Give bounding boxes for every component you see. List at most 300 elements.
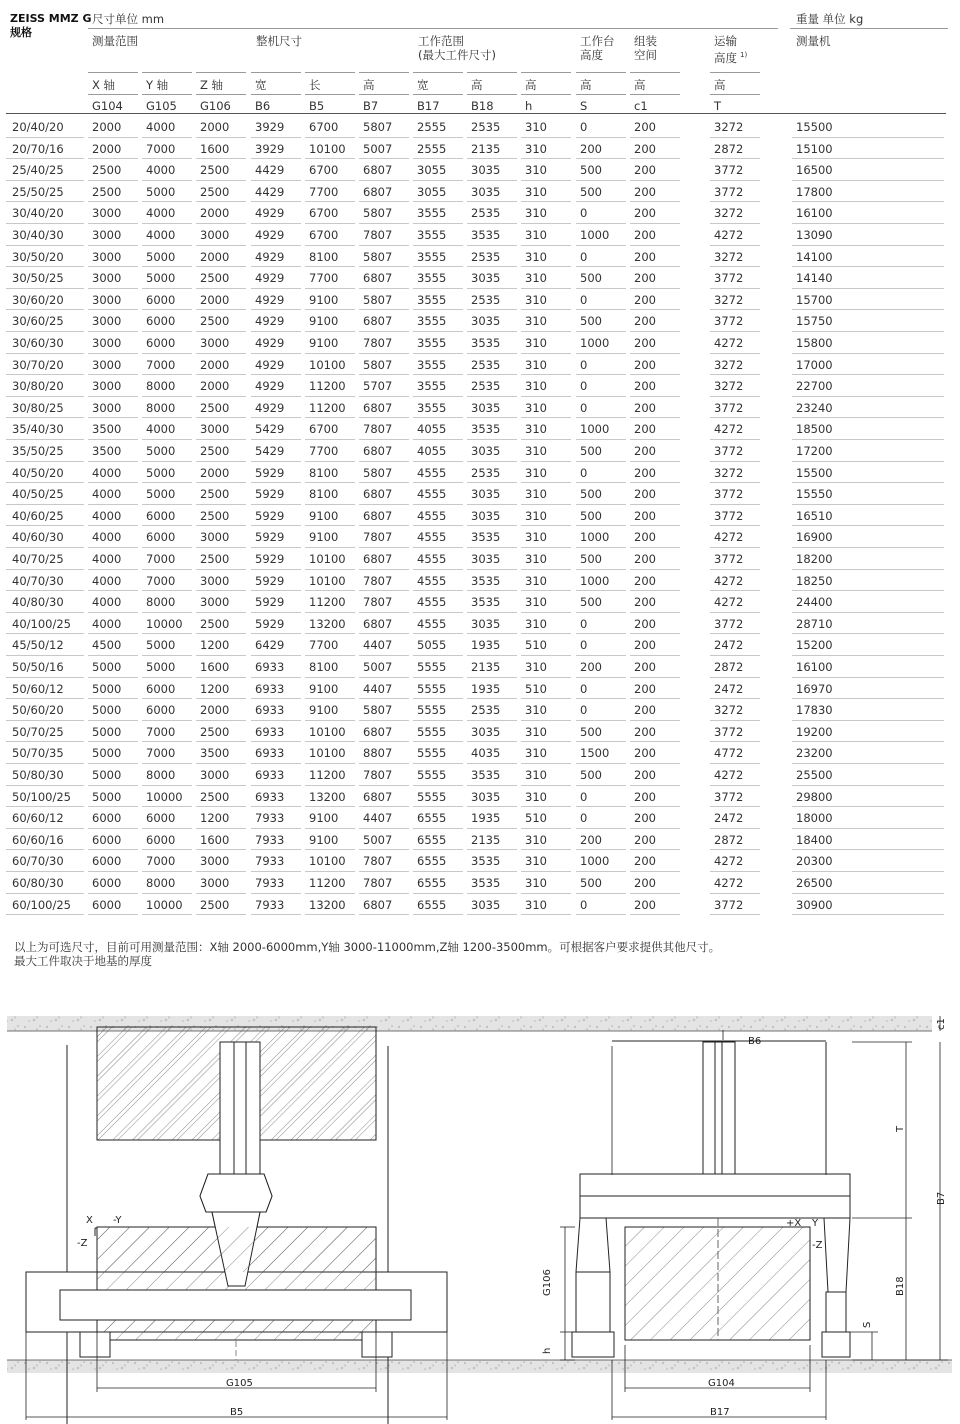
spec-cell: 60/70/30 xyxy=(12,854,64,869)
table-row xyxy=(0,656,960,678)
value-cell: 3000 xyxy=(200,595,230,610)
spec-cell: 50/60/20 xyxy=(12,703,64,718)
value-cell: 6555 xyxy=(417,811,447,826)
value-cell: 500 xyxy=(580,595,602,610)
value-cell: 310 xyxy=(525,552,547,566)
value-cell: 13200 xyxy=(309,897,346,912)
value-cell: 2535 xyxy=(471,465,501,480)
value-cell: 3272 xyxy=(714,292,744,307)
value-cell: 11200 xyxy=(309,595,346,610)
table-row xyxy=(0,786,960,808)
value-cell: 7933 xyxy=(255,832,285,847)
value-cell: 3772 xyxy=(714,724,744,739)
code-divider xyxy=(142,94,192,95)
table-row xyxy=(0,894,960,916)
value-cell: 25500 xyxy=(796,768,833,782)
code-cell: B5 xyxy=(309,99,325,113)
spec-cell: 40/60/30 xyxy=(12,530,64,545)
table-row xyxy=(0,591,960,613)
axis-neg-z-left: -Z xyxy=(77,1238,88,1249)
value-cell: 16500 xyxy=(796,163,833,178)
value-cell: 4929 xyxy=(255,400,285,415)
group-machine-size: 整机尺寸 xyxy=(256,34,302,48)
value-cell: 500 xyxy=(580,876,602,890)
subheader-divider xyxy=(630,72,680,73)
value-cell: 5807 xyxy=(363,249,393,264)
value-cell: 6429 xyxy=(255,638,285,653)
assembly-line2: 空间 xyxy=(634,48,657,62)
value-cell: 0 xyxy=(580,638,588,653)
value-cell: 0 xyxy=(580,400,588,415)
value-cell: 6933 xyxy=(255,789,285,804)
spec-cell: 50/70/35 xyxy=(12,746,64,761)
value-cell: 22700 xyxy=(796,379,833,394)
code-divider xyxy=(305,94,355,95)
value-cell: 7807 xyxy=(363,573,393,588)
value-cell: 18250 xyxy=(796,573,833,588)
value-cell: 7700 xyxy=(309,444,339,458)
value-cell: 1000 xyxy=(580,530,610,545)
value-cell: 1935 xyxy=(471,811,501,826)
value-cell: 500 xyxy=(580,163,602,178)
value-cell: 2555 xyxy=(417,141,447,156)
value-cell: 0 xyxy=(580,379,588,394)
value-cell: 7807 xyxy=(363,530,393,545)
code-divider xyxy=(467,94,517,95)
value-cell: 1935 xyxy=(471,638,501,653)
value-cell: 7807 xyxy=(363,422,393,437)
value-cell: 3535 xyxy=(471,854,501,869)
axis-x-left: X xyxy=(86,1215,93,1226)
value-cell: 13090 xyxy=(796,228,833,242)
code-divider xyxy=(413,94,463,95)
value-cell: 310 xyxy=(525,379,547,394)
value-cell: 4055 xyxy=(417,422,447,437)
spec-label: 规格 xyxy=(10,26,32,39)
value-cell: 4929 xyxy=(255,314,285,329)
value-cell: 5000 xyxy=(146,638,176,653)
spec-cell: 30/40/20 xyxy=(12,206,64,221)
table-row xyxy=(0,829,960,851)
value-cell: 5000 xyxy=(146,487,176,502)
value-cell: 7000 xyxy=(146,724,176,739)
value-cell: 0 xyxy=(580,616,588,631)
dim-g105: G105 xyxy=(226,1378,253,1389)
value-cell: 5807 xyxy=(363,206,393,221)
value-cell: 4929 xyxy=(255,336,285,350)
value-cell: 13200 xyxy=(309,789,346,804)
value-cell: 0 xyxy=(580,703,588,718)
value-cell: 1600 xyxy=(200,832,230,847)
row-divider xyxy=(196,914,246,915)
value-cell: 1000 xyxy=(580,573,610,588)
table-row xyxy=(0,613,960,635)
value-cell: 6555 xyxy=(417,854,447,869)
value-cell: 2500 xyxy=(200,508,230,523)
value-cell: 200 xyxy=(634,768,656,782)
value-cell: 3035 xyxy=(471,552,501,566)
value-cell: 2535 xyxy=(471,120,501,134)
value-cell: 3000 xyxy=(92,314,122,329)
value-cell: 2000 xyxy=(200,703,230,718)
subheader-divider xyxy=(251,72,301,73)
value-cell: 3535 xyxy=(471,530,501,545)
value-cell: 200 xyxy=(634,876,656,890)
value-cell: 8100 xyxy=(309,660,339,674)
value-cell: 6807 xyxy=(363,508,393,523)
value-cell: 11200 xyxy=(309,400,346,415)
value-cell: 4429 xyxy=(255,184,285,199)
value-cell: 2000 xyxy=(200,465,230,480)
value-cell: 3272 xyxy=(714,120,744,134)
value-cell: 310 xyxy=(525,832,547,847)
value-cell: 18000 xyxy=(796,811,833,826)
value-cell: 500 xyxy=(580,724,602,739)
value-cell: 5000 xyxy=(146,249,176,264)
table-row xyxy=(0,634,960,656)
value-cell: 1200 xyxy=(200,638,230,653)
code-divider xyxy=(88,94,138,95)
size-unit-label: 尺寸单位 mm xyxy=(92,12,165,26)
value-cell: 3555 xyxy=(417,379,447,394)
value-cell: 3000 xyxy=(92,400,122,415)
value-cell: 500 xyxy=(580,768,602,782)
value-cell: 3272 xyxy=(714,465,744,480)
value-cell: 6807 xyxy=(363,314,393,329)
value-cell: 1000 xyxy=(580,422,610,437)
value-cell: 200 xyxy=(634,638,656,653)
value-cell: 5807 xyxy=(363,292,393,307)
value-cell: 15500 xyxy=(796,465,833,480)
value-cell: 310 xyxy=(525,573,547,588)
code-divider xyxy=(710,94,760,95)
value-cell: 3035 xyxy=(471,314,501,329)
value-cell: 6807 xyxy=(363,271,393,286)
value-cell: 3035 xyxy=(471,400,501,415)
value-cell: 3000 xyxy=(200,422,230,437)
value-cell: 510 xyxy=(525,681,547,696)
row-divider xyxy=(142,914,192,915)
value-cell: 6000 xyxy=(146,703,176,718)
value-cell: 19200 xyxy=(796,724,833,739)
value-cell: 500 xyxy=(580,552,602,566)
value-cell: 6807 xyxy=(363,400,393,415)
value-cell: 6700 xyxy=(309,422,339,437)
value-cell: 6807 xyxy=(363,184,393,199)
table-row xyxy=(0,289,960,311)
group-machine: 测量机 xyxy=(796,34,831,48)
spec-cell: 30/50/20 xyxy=(12,249,64,264)
value-cell: 310 xyxy=(525,271,547,286)
value-cell: 3055 xyxy=(417,184,447,199)
value-cell: 6807 xyxy=(363,487,393,502)
value-cell: 3500 xyxy=(92,422,122,437)
table-row xyxy=(0,505,960,527)
value-cell: 15200 xyxy=(796,638,833,653)
value-cell: 200 xyxy=(634,357,656,372)
row-divider xyxy=(251,914,301,915)
value-cell: 4555 xyxy=(417,573,447,588)
value-cell: 3555 xyxy=(417,206,447,221)
value-cell: 16100 xyxy=(796,206,833,221)
value-cell: 3000 xyxy=(200,530,230,545)
axis-y-right: Y xyxy=(812,1218,819,1229)
spec-cell: 30/70/20 xyxy=(12,357,64,372)
value-cell: 310 xyxy=(525,206,547,221)
value-cell: 3500 xyxy=(92,444,122,458)
table-row xyxy=(0,483,960,505)
value-cell: 200 xyxy=(634,703,656,718)
value-cell: 1600 xyxy=(200,660,230,674)
value-cell: 23200 xyxy=(796,746,833,761)
subheader-divider xyxy=(576,72,626,73)
value-cell: 3555 xyxy=(417,336,447,350)
dim-b7: B7 xyxy=(936,1191,947,1205)
value-cell: 3555 xyxy=(417,357,447,372)
value-cell: 6000 xyxy=(92,832,122,847)
value-cell: 9100 xyxy=(309,314,339,329)
value-cell: 8000 xyxy=(146,379,176,394)
value-cell: 7807 xyxy=(363,595,393,610)
value-cell: 2135 xyxy=(471,141,501,156)
subheader-divider xyxy=(88,72,138,73)
value-cell: 6933 xyxy=(255,746,285,761)
value-cell: 6000 xyxy=(146,336,176,350)
value-cell: 3035 xyxy=(471,616,501,631)
value-cell: 0 xyxy=(580,681,588,696)
value-cell: 310 xyxy=(525,163,547,178)
value-cell: 4000 xyxy=(92,573,122,588)
right-view xyxy=(572,1042,850,1357)
value-cell: 15500 xyxy=(796,120,833,134)
code-divider xyxy=(251,94,301,95)
value-cell: 10100 xyxy=(309,573,346,588)
value-cell: 3272 xyxy=(714,357,744,372)
value-cell: 200 xyxy=(634,422,656,437)
value-cell: 4000 xyxy=(146,422,176,437)
value-cell: 7933 xyxy=(255,876,285,890)
table-row xyxy=(0,807,960,829)
code-divider xyxy=(359,94,409,95)
value-cell: 5000 xyxy=(92,703,122,718)
dim-h: h xyxy=(542,1347,553,1354)
value-cell: 8100 xyxy=(309,487,339,502)
dim-g106: G106 xyxy=(542,1269,553,1296)
value-cell: 2472 xyxy=(714,638,744,653)
code-cell: G106 xyxy=(200,99,231,113)
value-cell: 5000 xyxy=(92,789,122,804)
value-cell: 6933 xyxy=(255,681,285,696)
value-cell: 7807 xyxy=(363,336,393,350)
value-cell: 4500 xyxy=(92,638,122,653)
model-title xyxy=(10,12,92,40)
value-cell: 3535 xyxy=(471,336,501,350)
value-cell: 6000 xyxy=(146,811,176,826)
value-cell: 7807 xyxy=(363,228,393,242)
value-cell: 3772 xyxy=(714,552,744,566)
value-cell: 4555 xyxy=(417,508,447,523)
value-cell: 0 xyxy=(580,292,588,307)
notes xyxy=(14,940,720,968)
value-cell: 200 xyxy=(634,616,656,631)
value-cell: 4929 xyxy=(255,357,285,372)
value-cell: 3035 xyxy=(471,184,501,199)
value-cell: 4929 xyxy=(255,379,285,394)
value-cell: 4000 xyxy=(92,552,122,566)
value-cell: 3035 xyxy=(471,789,501,804)
table-row xyxy=(0,354,960,376)
value-cell: 2000 xyxy=(92,120,122,134)
value-cell: 3000 xyxy=(92,357,122,372)
value-cell: 310 xyxy=(525,660,547,674)
value-cell: 6807 xyxy=(363,897,393,912)
value-cell: 3535 xyxy=(471,768,501,782)
value-cell: 6700 xyxy=(309,228,339,242)
value-cell: 3035 xyxy=(471,724,501,739)
value-cell: 3500 xyxy=(200,746,230,761)
value-cell: 0 xyxy=(580,897,588,912)
value-cell: 4000 xyxy=(146,120,176,134)
value-cell: 3000 xyxy=(92,249,122,264)
value-cell: 6000 xyxy=(146,681,176,696)
spec-cell: 50/70/25 xyxy=(12,724,64,739)
value-cell: 3000 xyxy=(200,854,230,869)
table-row xyxy=(0,850,960,872)
subheader-cell: 高 xyxy=(525,78,537,92)
spec-cell: 30/60/25 xyxy=(12,314,64,329)
value-cell: 7807 xyxy=(363,854,393,869)
value-cell: 14140 xyxy=(796,271,833,286)
value-cell: 10100 xyxy=(309,724,346,739)
value-cell: 2472 xyxy=(714,681,744,696)
value-cell: 3000 xyxy=(200,228,230,242)
value-cell: 10100 xyxy=(309,854,346,869)
value-cell: 4000 xyxy=(146,206,176,221)
value-cell: 9100 xyxy=(309,811,339,826)
spec-cell: 60/80/30 xyxy=(12,876,64,890)
value-cell: 4272 xyxy=(714,336,744,350)
table-row xyxy=(0,742,960,764)
value-cell: 7000 xyxy=(146,552,176,566)
value-cell: 5929 xyxy=(255,530,285,545)
value-cell: 2872 xyxy=(714,141,744,156)
value-cell: 5929 xyxy=(255,573,285,588)
value-cell: 7807 xyxy=(363,768,393,782)
spec-cell: 50/80/30 xyxy=(12,768,64,782)
value-cell: 3535 xyxy=(471,228,501,242)
value-cell: 310 xyxy=(525,897,547,912)
axis-neg-z-right: -Z xyxy=(812,1240,823,1251)
value-cell: 11200 xyxy=(309,379,346,394)
value-cell: 200 xyxy=(634,444,656,458)
table-row xyxy=(0,678,960,700)
transport-note-mark: 1) xyxy=(740,51,748,59)
value-cell: 3772 xyxy=(714,789,744,804)
value-cell: 3535 xyxy=(471,876,501,890)
value-cell: 5000 xyxy=(146,660,176,674)
value-cell: 4000 xyxy=(92,530,122,545)
subheader-divider xyxy=(359,72,409,73)
dim-b17: B17 xyxy=(710,1407,730,1418)
value-cell: 2500 xyxy=(200,616,230,631)
value-cell: 200 xyxy=(634,465,656,480)
value-cell: 200 xyxy=(580,141,602,156)
value-cell: 200 xyxy=(634,292,656,307)
value-cell: 5000 xyxy=(92,724,122,739)
value-cell: 15750 xyxy=(796,314,833,329)
table-row xyxy=(0,116,960,138)
value-cell: 6555 xyxy=(417,832,447,847)
value-cell: 310 xyxy=(525,487,547,502)
value-cell: 16100 xyxy=(796,660,833,674)
value-cell: 2500 xyxy=(200,789,230,804)
value-cell: 6000 xyxy=(146,508,176,523)
value-cell: 17800 xyxy=(796,184,833,199)
table-row xyxy=(0,181,960,203)
value-cell: 5000 xyxy=(92,768,122,782)
value-cell: 2000 xyxy=(200,120,230,134)
code-cell: B6 xyxy=(255,99,271,113)
value-cell: 310 xyxy=(525,746,547,761)
spec-cell: 30/60/20 xyxy=(12,292,64,307)
value-cell: 200 xyxy=(634,746,656,761)
value-cell: 310 xyxy=(525,292,547,307)
code-cell: B18 xyxy=(471,99,494,113)
value-cell: 3555 xyxy=(417,314,447,329)
value-cell: 2500 xyxy=(92,163,122,178)
value-cell: 5929 xyxy=(255,465,285,480)
value-cell: 500 xyxy=(580,271,602,286)
value-cell: 29800 xyxy=(796,789,833,804)
dim-g104: G104 xyxy=(708,1378,735,1389)
value-cell: 9100 xyxy=(309,530,339,545)
value-cell: 310 xyxy=(525,336,547,350)
transport-line2: 高度 xyxy=(714,50,737,65)
value-cell: 17000 xyxy=(796,357,833,372)
value-cell: 3772 xyxy=(714,184,744,199)
code-cell: B7 xyxy=(363,99,379,113)
spec-cell: 40/70/25 xyxy=(12,552,64,566)
value-cell: 200 xyxy=(634,314,656,329)
value-cell: 13200 xyxy=(309,616,346,631)
value-cell: 3000 xyxy=(92,292,122,307)
value-cell: 200 xyxy=(634,508,656,523)
value-cell: 200 xyxy=(634,487,656,502)
value-cell: 200 xyxy=(634,141,656,156)
value-cell: 7000 xyxy=(146,357,176,372)
value-cell: 5055 xyxy=(417,638,447,653)
value-cell: 2872 xyxy=(714,660,744,674)
value-cell: 15550 xyxy=(796,487,833,502)
spec-cell: 40/80/30 xyxy=(12,595,64,610)
value-cell: 5807 xyxy=(363,357,393,372)
spec-cell: 30/50/25 xyxy=(12,271,64,286)
value-cell: 2500 xyxy=(92,184,122,199)
value-cell: 5000 xyxy=(92,746,122,761)
header-divider xyxy=(88,28,778,29)
value-cell: 2500 xyxy=(200,487,230,502)
value-cell: 6000 xyxy=(146,832,176,847)
value-cell: 15100 xyxy=(796,141,833,156)
value-cell: 2535 xyxy=(471,703,501,718)
value-cell: 3772 xyxy=(714,163,744,178)
subheader-divider xyxy=(413,72,463,73)
value-cell: 310 xyxy=(525,120,547,134)
value-cell: 17200 xyxy=(796,444,833,458)
value-cell: 4272 xyxy=(714,530,744,545)
subheader-divider xyxy=(710,72,760,73)
spec-cell: 50/50/16 xyxy=(12,660,64,674)
